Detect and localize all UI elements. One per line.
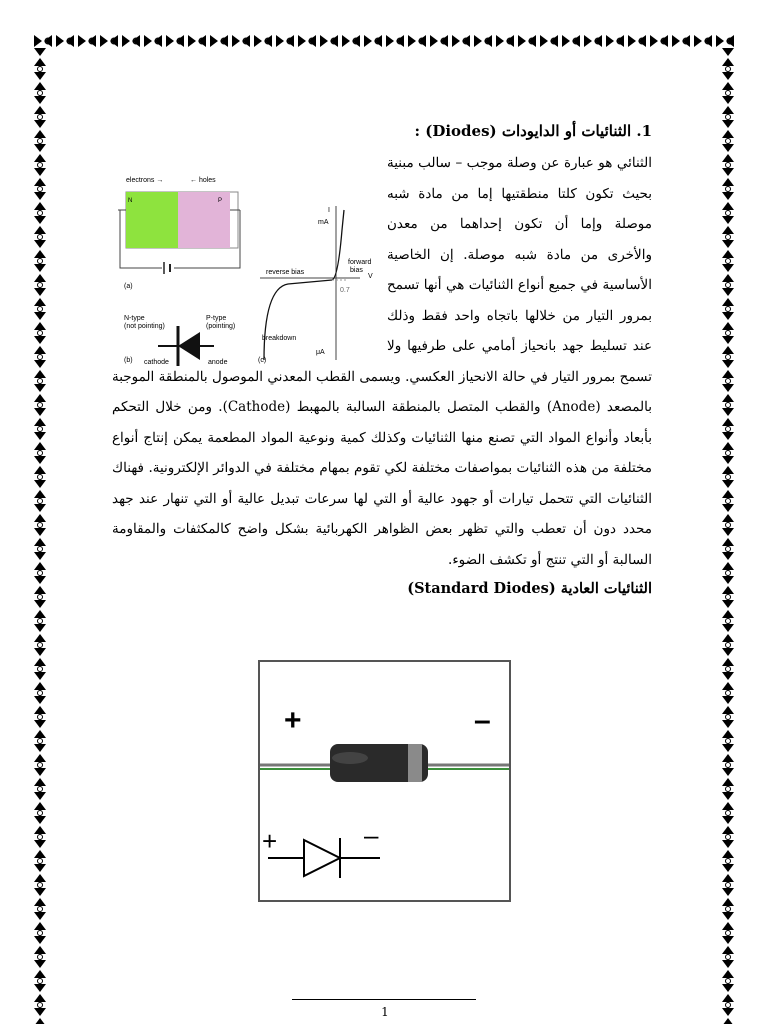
label-ptype-note: (pointing) <box>206 323 236 330</box>
label-reverse-bias: reverse bias <box>266 269 305 276</box>
label-07: 0.7 <box>340 287 350 294</box>
label-v: V <box>368 273 373 280</box>
document-body <box>112 118 652 603</box>
ornamental-border-right <box>720 34 736 1024</box>
label-anode: anode <box>208 359 228 366</box>
section-heading: 1. الثنائيات أو الدايودات (Diodes) : <box>414 122 652 140</box>
diode-illustration <box>260 662 509 900</box>
label-holes: ← holes <box>190 177 216 184</box>
page-number: 1 <box>381 1005 389 1019</box>
label-b: (b) <box>124 357 133 364</box>
minus-sign-top: – <box>474 704 491 737</box>
figure-space <box>112 118 387 361</box>
footer-rule <box>292 999 476 1000</box>
label-forward-bias: forward <box>348 259 372 266</box>
label-ntype-note: (not pointing) <box>124 323 165 330</box>
label-c: (c) <box>258 357 267 364</box>
ornamental-border-top <box>34 34 736 48</box>
standard-diode-figure <box>258 660 511 902</box>
body-paragraph: الثنائي هو عبارة عن وصلة موجب – سالب مبنية بحيث تكون كلتا منطقتيها إما من مادة شبه موصلة وإما أن تكون إحداهما من معدن والأخرى من مادة شبه موصلة. إن الخاصية الأساسية في جميع أنواع الثنائيات هي أنها تسمح بمرور التيار من خلالها باتجاه واحد فقط وذلك عند تسليط جهد بانحياز أمامي على طرفيها ولا تسمح بمرور التيار في حالة الانحياز العكسي. ويسمى القطب المعدني الموصول بالمنطقة الموجبة بالمصعد (Anode) والقطب المتصل بالمنطقة السالبة بالمهبط (Cathode). ومن خلال التحكم بأبعاد وأنواع المواد التي تصنع منها الثنائيات وكذلك كمية ونوعية المواد المطعمة يمكن إنتاج أنواع مختلفة من هذه الثنائيات بمواصفات مختلفة لكي تقوم بمهام مختلفة في الدوائر الإلكترونية. فهناك الثنائيات التي تتحمل تيارات أو جهود عالية أو التي لها سرعات تبديل عالية أو التي تنهار عند جهد محدد دون أن تعطب والتي تظهر بعض الظواهر الكهربائية بشكل واضح كالمكثفات والمقاومة السالبة أو التي تنتج أو تكشف الضوء. <box>112 155 652 568</box>
label-p: P <box>218 198 223 204</box>
ornamental-border-left <box>32 34 48 1024</box>
label-ntype: N-type <box>124 315 145 322</box>
plus-sign-bottom: + <box>262 826 278 856</box>
label-cathode: cathode <box>144 359 169 366</box>
label-forward-bias-2: bias <box>350 267 363 274</box>
label-breakdown: breakdown <box>262 335 297 342</box>
label-n: N <box>128 198 133 204</box>
minus-sign-bottom: – <box>364 820 379 850</box>
label-i: I <box>328 207 330 214</box>
label-a: (a) <box>124 283 133 290</box>
label-electrons: electrons → <box>126 177 164 184</box>
subheading-standard-diodes: الثنائيات العادية (Standard Diodes) <box>407 580 652 597</box>
plus-sign-top: + <box>284 704 302 737</box>
label-ua: μA <box>316 349 325 356</box>
label-ptype: P-type <box>206 315 227 322</box>
label-ma: mA <box>318 219 329 226</box>
